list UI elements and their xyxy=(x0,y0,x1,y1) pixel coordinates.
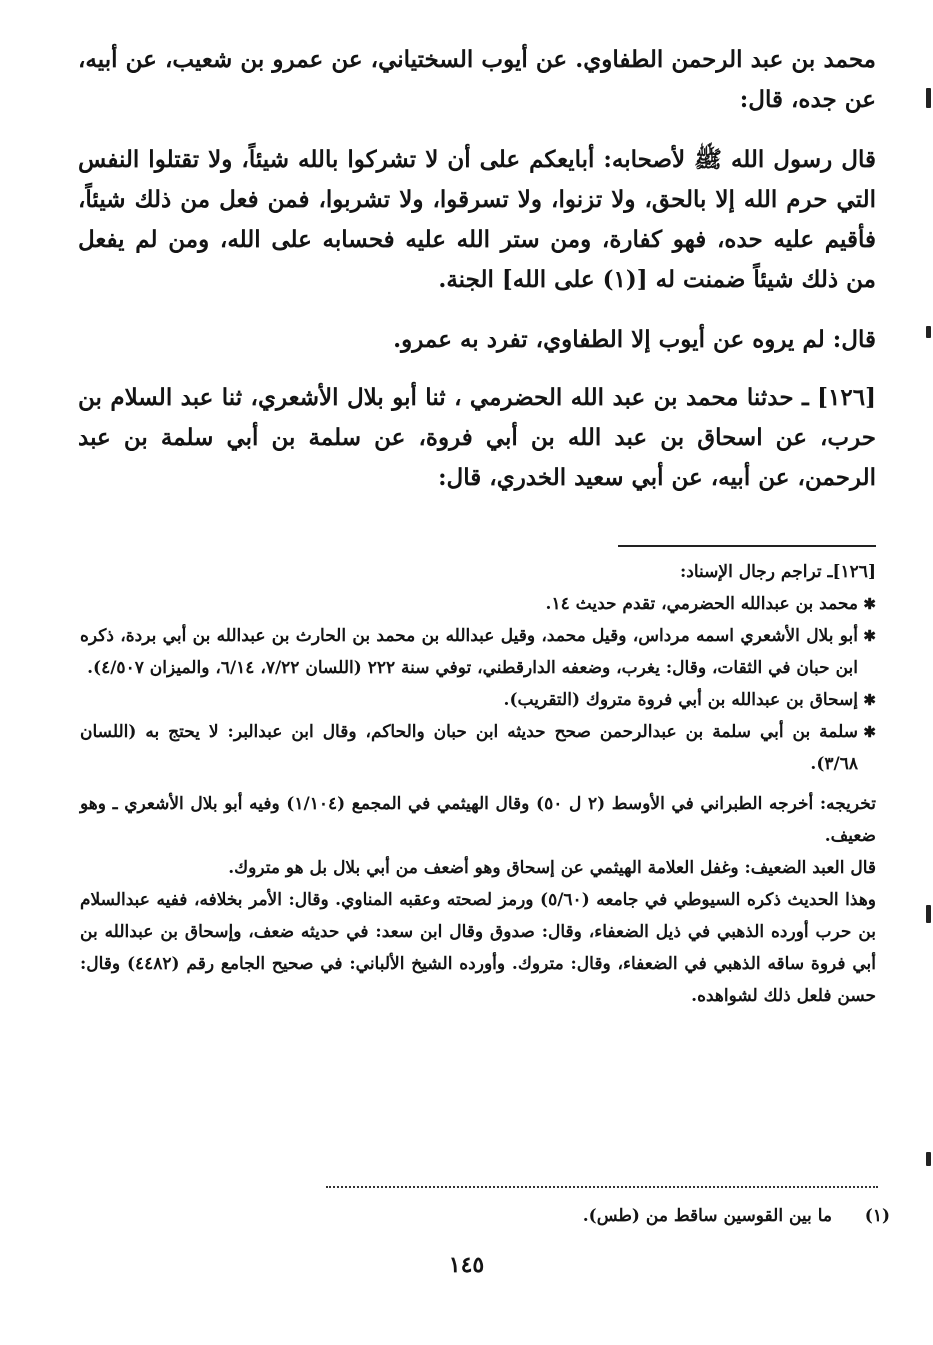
note-item xyxy=(80,620,876,684)
footnote-1 xyxy=(80,1200,890,1232)
scan-mark xyxy=(926,1152,931,1166)
dotted-separator xyxy=(326,1186,878,1188)
scan-mark xyxy=(926,905,931,923)
footnote-number: (١) xyxy=(864,1206,890,1226)
main-paragraph-3 xyxy=(78,320,876,360)
footnote-text: ما بين القوسين ساقط من (طس). xyxy=(582,1206,832,1226)
hadith-text: قال رسول الله ﷺ لأصحابه: أبايعكم على أن لا تشركوا بالله شيئاً، ولا تقتلوا النفس التي حرم الله إلا بالحق، ولا تزنوا، ولا تسرقوا، ولا تشربوا، فمن فعل من ذلك شيئاً، فأقيم عليه حده، فهو كفارة، ومن ستر الله عليه فحسابه على الله، ومن لم يفعل من ذلك شيئاً ضمنت له [(١) على الله] الجنة. xyxy=(78,146,876,293)
main-paragraph-2 xyxy=(78,140,876,300)
page-number: ١٤٥ xyxy=(448,1252,485,1278)
main-paragraph-1 xyxy=(78,40,876,120)
star-icon: ✱ xyxy=(863,691,876,709)
note-item-text: أبو بلال الأشعري اسمه مرداس، وقيل محمد، وقيل عبدالله بن محمد بن الحارث بن عبدالله بن أبي بردة، ذكره ابن حبان في الثقات، وقال: يغرب، وضعفه الدارقطني، توفي سنة ٢٢٢ (اللسان ٧/٢٢، ٦/١٤، والميزان ٤/٥٠٧). xyxy=(80,626,858,678)
star-icon: ✱ xyxy=(863,723,876,741)
hadith-126-isnad xyxy=(78,378,876,498)
star-icon: ✱ xyxy=(863,595,876,613)
takhrij-paragraph: تخريجه: أخرجه الطبراني في الأوسط (٢ ل ٥٠) وقال الهيثمي في المجمع (١/١٠٤) وفيه أبو بلال الأشعري ـ وهو ضعيف. xyxy=(80,794,877,846)
note-item xyxy=(80,684,876,716)
scan-mark xyxy=(926,88,931,108)
isnad-continuation: محمد بن عبد الرحمن الطفاوي. عن أيوب السختياني، عن عمرو بن شعيب، عن أبيه، عن جده، قال: xyxy=(78,46,876,113)
hadith-commentary-paragraph: وهذا الحديث ذكره السيوطي في جامعه (٥/٦٠) ورمز لصحته وعقبه المناوي. وقال: الأمر بخلافه، ففيه عبدالسلام بن حرب أورده الذهبي في ذيل الضعفاء، وقال: صدوق وقال ابن سعد: في حديثه ضعف، وإسحاق بن عبدالله بن أبي فروة ساقه الذهبي في الضعفاء، وقال: متروك. وأورده الشيخ الألباني: في صحيح الجامع رقم (٤٤٨٢) وقال: حسن فلعل ذلك لشواهده. xyxy=(80,890,876,1006)
main-paragraph-4 xyxy=(78,378,876,498)
footnotes-section xyxy=(80,556,876,1012)
note-item-text: محمد بن عبدالله الحضرمي، تقدم حديث ١٤. xyxy=(545,594,858,614)
note-item-text: سلمة بن أبي سلمة بن عبدالرحمن صحح حديثه ابن حبان والحاكم، وقال ابن عبدالبر: لا يحتج به (اللسان ٣/٦٨). xyxy=(80,722,858,774)
note-item-text: إسحاق بن عبدالله بن أبي فروة متروك (التقريب). xyxy=(503,690,858,710)
hadith-126-text: حدثنا محمد بن عبد الله الحضرمي ، ثنا أبو بلال الأشعري، ثنا عبد السلام بن حرب، عن اسحاق بن عبد الله بن أبي فروة، عن سلمة بن أبي سلمة بن عبد الرحمن، عن أبيه، عن أبي سعيد الخدري، قال: xyxy=(78,384,876,491)
abd-daif-paragraph: قال العبد الضعيف: وغفل العلامة الهيثمي عن إسحاق وهو أضعف من أبي بلال بل هو متروك. xyxy=(228,858,876,878)
note-item xyxy=(80,716,876,780)
scan-mark xyxy=(926,326,931,338)
footnote-separator xyxy=(618,545,876,547)
notes-heading: [١٢٦]ـ تراجم رجال الإسناد: xyxy=(680,562,876,582)
note-item xyxy=(80,588,876,620)
star-icon: ✱ xyxy=(863,627,876,645)
hadith-number: [١٢٦] ـ xyxy=(801,384,876,411)
narrator-remark: قال: لم يروه عن أيوب إلا الطفاوي، تفرد به عمرو. xyxy=(393,326,876,353)
